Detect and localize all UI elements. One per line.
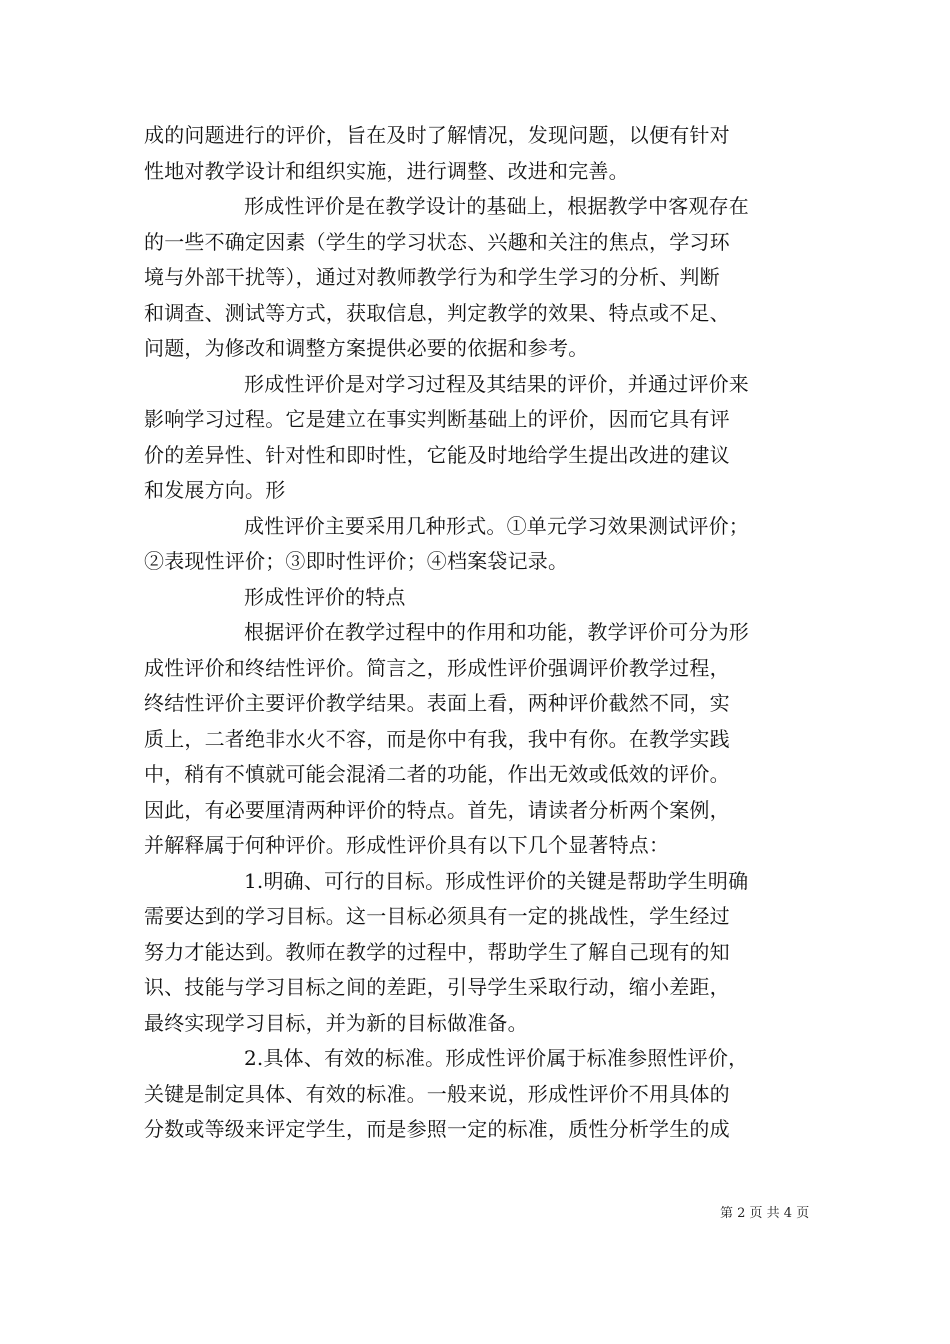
text-line: 质上，二者绝非水火不容，而是你中有我，我中有你。在教学实践 [144, 726, 730, 751]
paragraph-start-line: 形成性评价是在教学设计的基础上，根据教学中客观存在 [244, 194, 749, 218]
text-line: 识、技能与学习目标之间的差距，引导学生采取行动，缩小差距， [144, 975, 730, 999]
text-line: 境与外部干扰等），通过对教师教学行为和学生学习的分析、判断 [144, 265, 720, 289]
text-line: 并解释属于何种评价。形成性评价具有以下几个显著特点： [144, 833, 670, 857]
text-line: 分数或等级来评定学生，而是参照一定的标准，质性分析学生的成 [144, 1117, 730, 1141]
text-line: 最终实现学习目标，并为新的目标做准备。 [144, 1010, 528, 1035]
paragraph-start-line: 根据评价在教学过程中的作用和功能，教学评价可分为形 [244, 620, 749, 644]
text-line: 成的问题进行的评价，旨在及时了解情况，发现问题，以便有针对 [144, 123, 730, 147]
text-line: 成性评价和终结性评价。简言之，形成性评价强调评价教学过程， [144, 655, 730, 680]
section-heading: 形成性评价的特点 [244, 584, 406, 609]
text-line: 关键是制定具体、有效的标准。一般来说，形成性评价不用具体的 [144, 1081, 730, 1106]
text-line: 的一些不确定因素（学生的学习状态、兴趣和关注的焦点，学习环 [144, 229, 730, 254]
text-line: 中，稍有不慎就可能会混淆二者的功能，作出无效或低效的评价。 [144, 762, 730, 786]
text-line: 因此，有必要厘清两种评价的特点。首先，请读者分析两个案例， [144, 797, 730, 822]
text-line: 问题，为修改和调整方案提供必要的依据和参考。 [144, 336, 589, 360]
text-line: 终结性评价主要评价教学结果。表面上看，两种评价截然不同，实 [144, 691, 730, 715]
paragraph-start-line: 形成性评价是对学习过程及其结果的评价，并通过评价来 [244, 371, 749, 396]
text-line: 和调查、测试等方式，获取信息，判定教学的效果、特点或不足、 [144, 300, 730, 325]
text-line: ②表现性评价；③即时性评价；④档案袋记录。 [144, 549, 569, 573]
document-body [144, 118, 808, 1148]
paragraph-start-line: 成性评价主要采用几种形式。①单元学习效果测试评价； [244, 513, 749, 538]
paragraph-start-line: 2.具体、有效的标准。形成性评价属于标准参照性评价， [244, 1046, 749, 1070]
text-line: 性地对教学设计和组织实施，进行调整、改进和完善。 [144, 158, 629, 183]
text-line: 需要达到的学习目标。这一目标必须具有一定的挑战性，学生经过 [144, 904, 730, 928]
page-number-footer: 第 2 页 共 4 页 [720, 1206, 810, 1221]
text-line: 价的差异性、针对性和即时性，它能及时地给学生提出改进的建议 [144, 442, 730, 467]
text-line: 和发展方向。形 [144, 478, 286, 502]
paragraph-start-line: 1.明确、可行的目标。形成性评价的关键是帮助学生明确 [244, 868, 749, 893]
text-line: 影响学习过程。它是建立在事实判断基础上的评价，因而它具有评 [144, 407, 730, 431]
text-line: 努力才能达到。教师在教学的过程中，帮助学生了解自己现有的知 [144, 939, 730, 964]
